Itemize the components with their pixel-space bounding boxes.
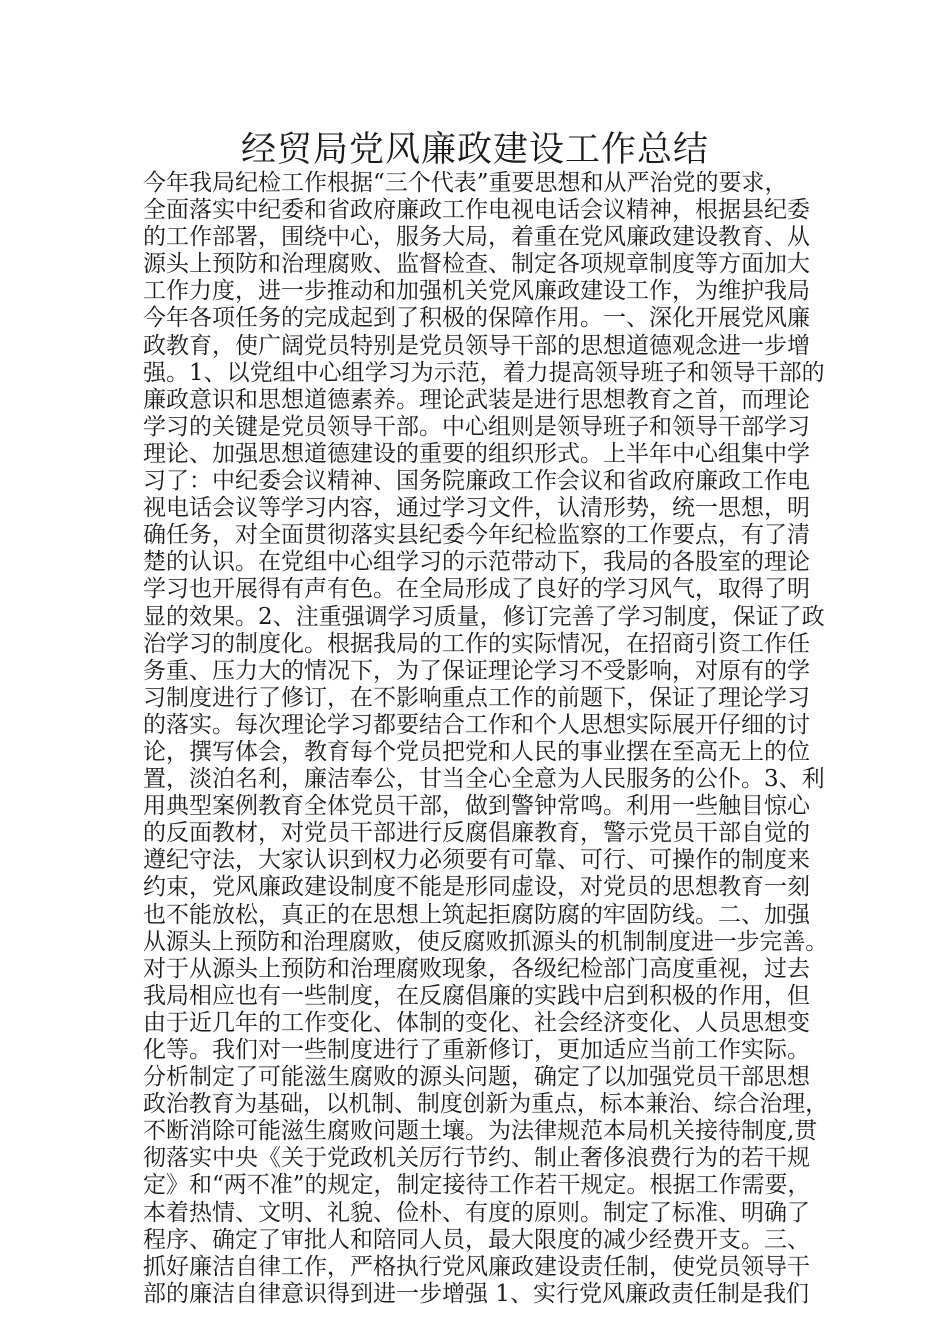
body-text-line: 政治教育为基础，以机制、制度创新为重点，标本兼治、综合治理， [143,1091,828,1118]
body-text-line: 由于近几年的工作变化、体制的变化、社会经济变化、人员思想变 [143,1009,810,1036]
body-text-line: 的反面教材，对党员干部进行反腐倡廉教育，警示党员干部自觉的 [143,820,810,847]
body-text-line: 治学习的制度化。根据我局的工作的实际情况，在招商引资工作任 [143,630,810,657]
body-text-line: 彻落实中央《关于党政机关厉行节约、制止奢侈浪费行为的若干规 [143,1145,810,1172]
body-text-line: 的落实。每次理论学习都要结合工作和个人思想实际展开仔细的讨 [143,711,810,738]
body-text-line: 强。1、以党组中心组学习为示范，着力提高领导班子和领导干部的 [143,359,825,386]
body-text-line: 不断消除可能滋生腐败问题土壤。为法律规范本局机关接待制度,贯 [143,1118,818,1145]
body-text-line: 论，撰写体会，教育每个党员把党和人民的事业摆在至高无上的位 [143,738,810,765]
body-text-line: 抓好廉洁自律工作，严格执行党风廉政建设责任制，使党员领导干 [143,1253,810,1280]
body-text-line: 政教育，使广阔党员特别是党员领导干部的思想道德观念进一步增 [143,332,810,359]
body-text-line: 全面落实中纪委和省政府廉政工作电视电话会议精神，根据县纪委 [143,197,810,224]
body-text-line: 今年我局纪检工作根据“三个代表”重要思想和从严治党的要求， [143,170,788,196]
body-text-line: 源头上预防和治理腐败、监督检查、制定各项规章制度等方面加大 [143,251,810,278]
body-text-line: 也不能放松，真正的在思想上筑起拒腐防腐的牢固防线。二、加强 [143,901,810,928]
body-text-line: 从源头上预防和治理腐败，使反腐败抓源头的机制制度进一步完善。 [143,928,828,955]
body-text-line: 定》和“两不准”的规定，制定接待工作若干规定。根据工作需要， [143,1172,811,1199]
body-text-line: 显的效果。2、注重强调学习质量，修订完善了学习制度，保证了政 [143,603,825,630]
body-text-line: 工作力度，进一步推动和加强机关党风廉政建设工作，为维护我局 [143,278,810,305]
body-text-line: 置，淡泊名利，廉洁奉公，甘当全心全意为人民服务的公仆。3、利 [143,766,825,793]
body-text-line: 今年各项任务的完成起到了积极的保障作用。一、深化开展党风廉 [143,305,810,332]
body-text-line: 楚的认识。在党组中心组学习的示范带动下，我局的各股室的理论 [143,549,810,576]
body-text-line: 务重、压力大的情况下，为了保证理论学习不受影响，对原有的学 [143,657,810,684]
body-text-line: 习了：中纪委会议精神、国务院廉政工作会议和省政府廉政工作电 [143,468,810,495]
body-text-line: 廉政意识和思想道德素养。理论武装是进行思想教育之首，而理论 [143,386,810,413]
body-text-line: 程序、确定了审批人和陪同人员，最大限度的减少经费开支。三、 [143,1226,810,1253]
body-text-line: 我局相应也有一些制度，在反腐倡廉的实践中启到积极的作用，但 [143,982,810,1009]
body-text-line: 分析制定了可能滋生腐败的源头问题，确定了以加强党员干部思想 [143,1064,810,1091]
body-text-line: 化等。我们对一些制度进行了重新修订，更加适应当前工作实际。 [143,1037,810,1063]
body-text-line: 用典型案例教育全体党员干部，做到警钟常鸣。利用一些触目惊心 [143,793,810,820]
body-text-line: 理论、加强思想道德建设的重要的组织形式。上半年中心组集中学 [143,440,810,467]
body-text-line: 习制度进行了修订，在不影响重点工作的前题下，保证了理论学习 [143,684,810,711]
body-text-line: 对于从源头上预防和治理腐败现象，各级纪检部门高度重视，过去 [143,955,810,982]
body-text-line: 学习也开展得有声有色。在全局形成了良好的学习风气，取得了明 [143,576,810,603]
body-text-line: 部的廉洁自律意识得到进一步增强 1、实行党风廉政责任制是我们 [143,1280,809,1307]
document-body [143,170,828,1308]
body-text-line: 遵纪守法，大家认识到权力必须要有可靠、可行、可操作的制度来 [143,847,810,874]
body-text-line: 本着热情、文明、礼貌、俭朴、有度的原则。制定了标准、明确了 [143,1199,810,1226]
body-text-line: 视电话会议等学习内容，通过学习文件，认清形势，统一思想，明 [143,495,810,522]
body-text-line: 的工作部署，围绕中心，服务大局，着重在党风廉政建设教育、从 [143,224,810,251]
body-text-line: 确任务，对全面贯彻落实县纪委今年纪检监察的工作要点，有了清 [143,522,810,549]
body-text-line: 学习的关键是党员领导干部。中心组则是领导班子和领导干部学习 [143,413,810,440]
document-title: 经贸局党风廉政建设工作总结 [240,130,709,170]
body-text-line: 约束，党风廉政建设制度不能是形同虚设，对党员的思想教育一刻 [143,874,810,901]
